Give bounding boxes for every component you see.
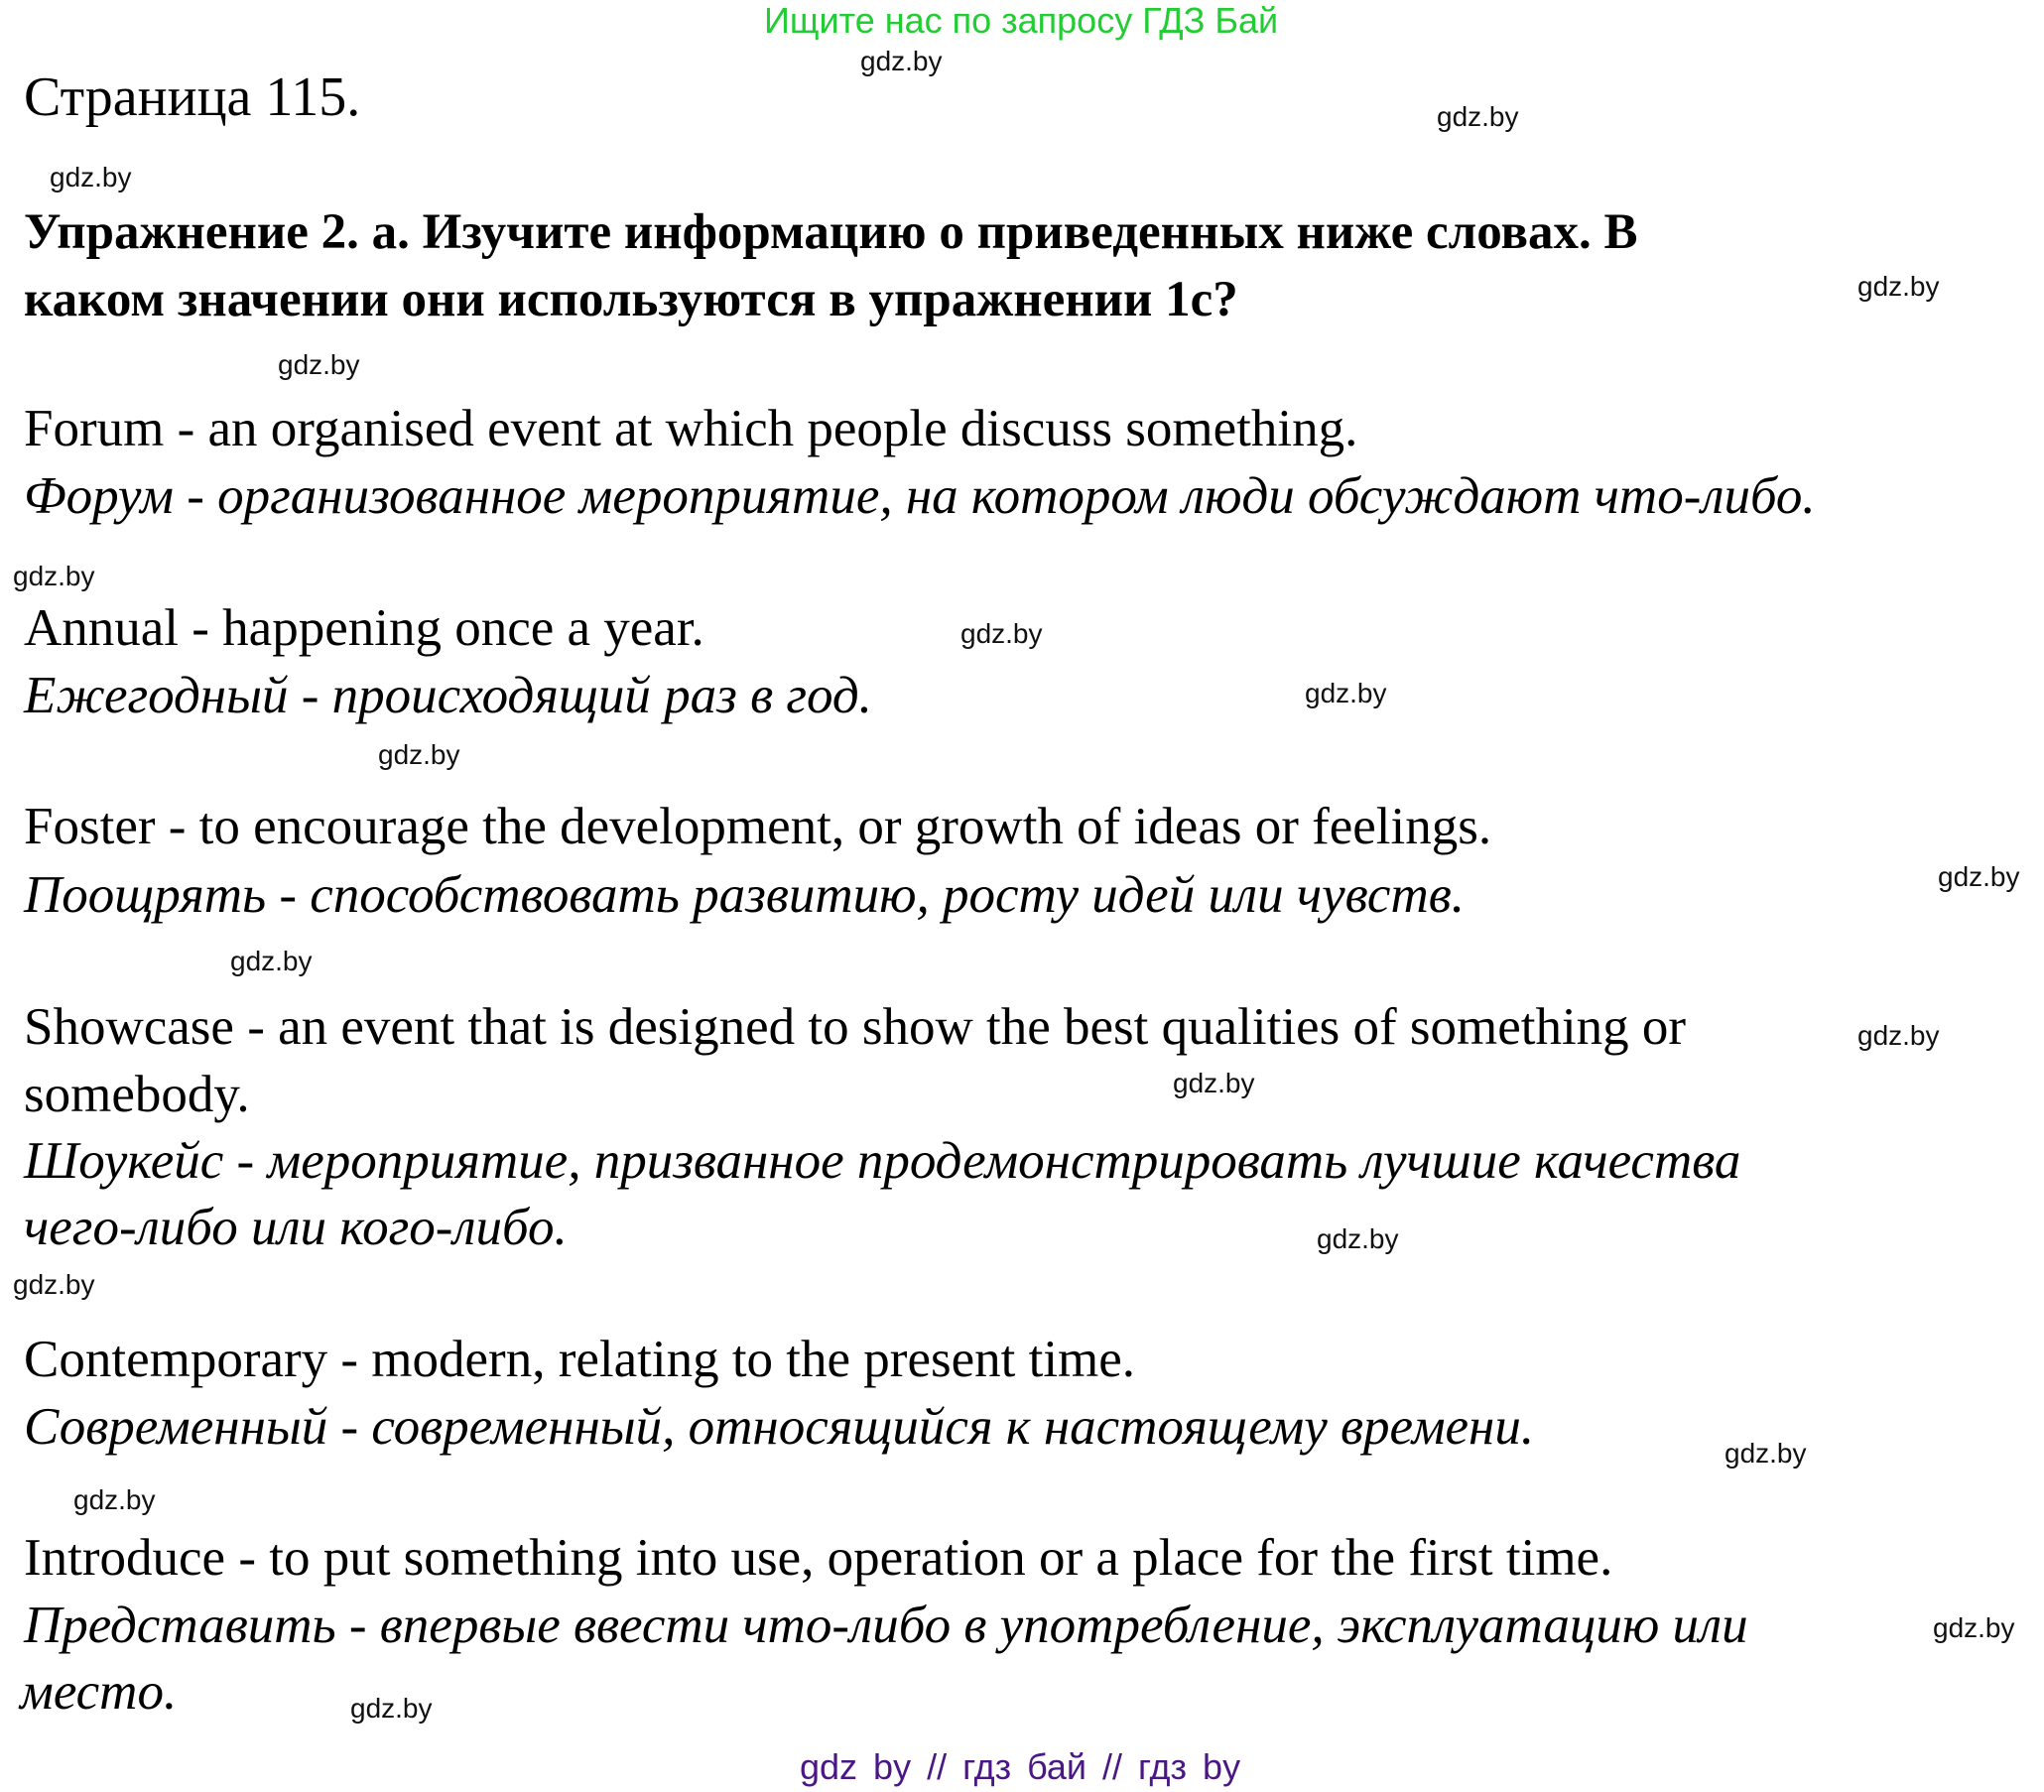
entry-showcase-english-line-1: Showcase - an event that is designed to show the best qualities of something or <box>24 998 1687 1056</box>
watermark: gdz.by <box>73 1484 156 1515</box>
entry-forum-russian: Форум - организованное мероприятие, на котором люди обсуждают что-либо. <box>24 467 1816 525</box>
watermark: gdz.by <box>1173 1068 1255 1098</box>
watermark: gdz.by <box>1933 1612 2015 1643</box>
exercise-heading <box>24 198 1638 333</box>
entry-showcase-english-line-2: somebody. <box>24 1066 250 1123</box>
watermark: gdz.by <box>13 1269 95 1300</box>
watermark: gdz.by <box>378 739 460 770</box>
watermark: gdz.by <box>278 349 360 380</box>
entry-annual-english: Annual - happening once a year. <box>24 599 704 657</box>
entry-introduce-russian-line-1: Представить - впервые ввести что-либо в употребление, эксплуатацию или <box>24 1597 1748 1654</box>
entry-contemporary-english: Contemporary - modern, relating to the present time. <box>24 1331 1136 1388</box>
entry-foster-russian: Поощрять - способствовать развитию, росту идей или чувств. <box>24 866 1465 924</box>
watermark: gdz.by <box>1305 678 1387 708</box>
entry-showcase-russian-line-1: Шоукейс - мероприятие, призванное продемонстрировать лучшие качества <box>24 1132 1741 1190</box>
watermark: gdz.by <box>1317 1223 1399 1254</box>
footer-brand-links: gdz by // гдз бай // гдз by <box>800 1746 1241 1787</box>
entry-introduce-english: Introduce - to put something into use, operation or a place for the first time. <box>24 1529 1613 1587</box>
watermark: gdz.by <box>50 162 132 192</box>
entry-contemporary-russian: Современный - современный, относящийся к настоящему времени. <box>24 1398 1535 1456</box>
watermark: gdz.by <box>350 1693 433 1724</box>
entry-introduce-russian-line-2: место. <box>20 1663 178 1721</box>
watermark: gdz.by <box>230 946 313 976</box>
watermark: gdz.by <box>1857 271 1940 302</box>
entry-forum-english: Forum - an organised event at which people discuss something. <box>24 400 1358 457</box>
watermark: gdz.by <box>1938 861 2020 892</box>
watermark: gdz.by <box>1437 101 1519 132</box>
watermark: gdz.by <box>860 46 943 76</box>
entry-foster-english: Foster - to encourage the development, or growth of ideas or feelings. <box>24 798 1492 855</box>
watermark: gdz.by <box>13 561 95 591</box>
watermark: gdz.by <box>960 618 1043 649</box>
exercise-heading-line-1: Упражнение 2. а. Изучите информацию о приведенных ниже словах. В <box>24 204 1638 260</box>
entry-showcase-russian-line-2: чего-либо или кого-либо. <box>24 1199 568 1256</box>
entry-annual-russian: Ежегодный - происходящий раз в год. <box>24 667 872 724</box>
page-title: Страница 115. <box>24 66 361 128</box>
exercise-heading-line-2: каком значении они используются в упражнении 1с? <box>24 272 1238 327</box>
watermark: gdz.by <box>1725 1438 1807 1469</box>
search-banner: Ищите нас по запросу ГДЗ Бай <box>764 0 1279 41</box>
watermark: gdz.by <box>1857 1020 1940 1051</box>
